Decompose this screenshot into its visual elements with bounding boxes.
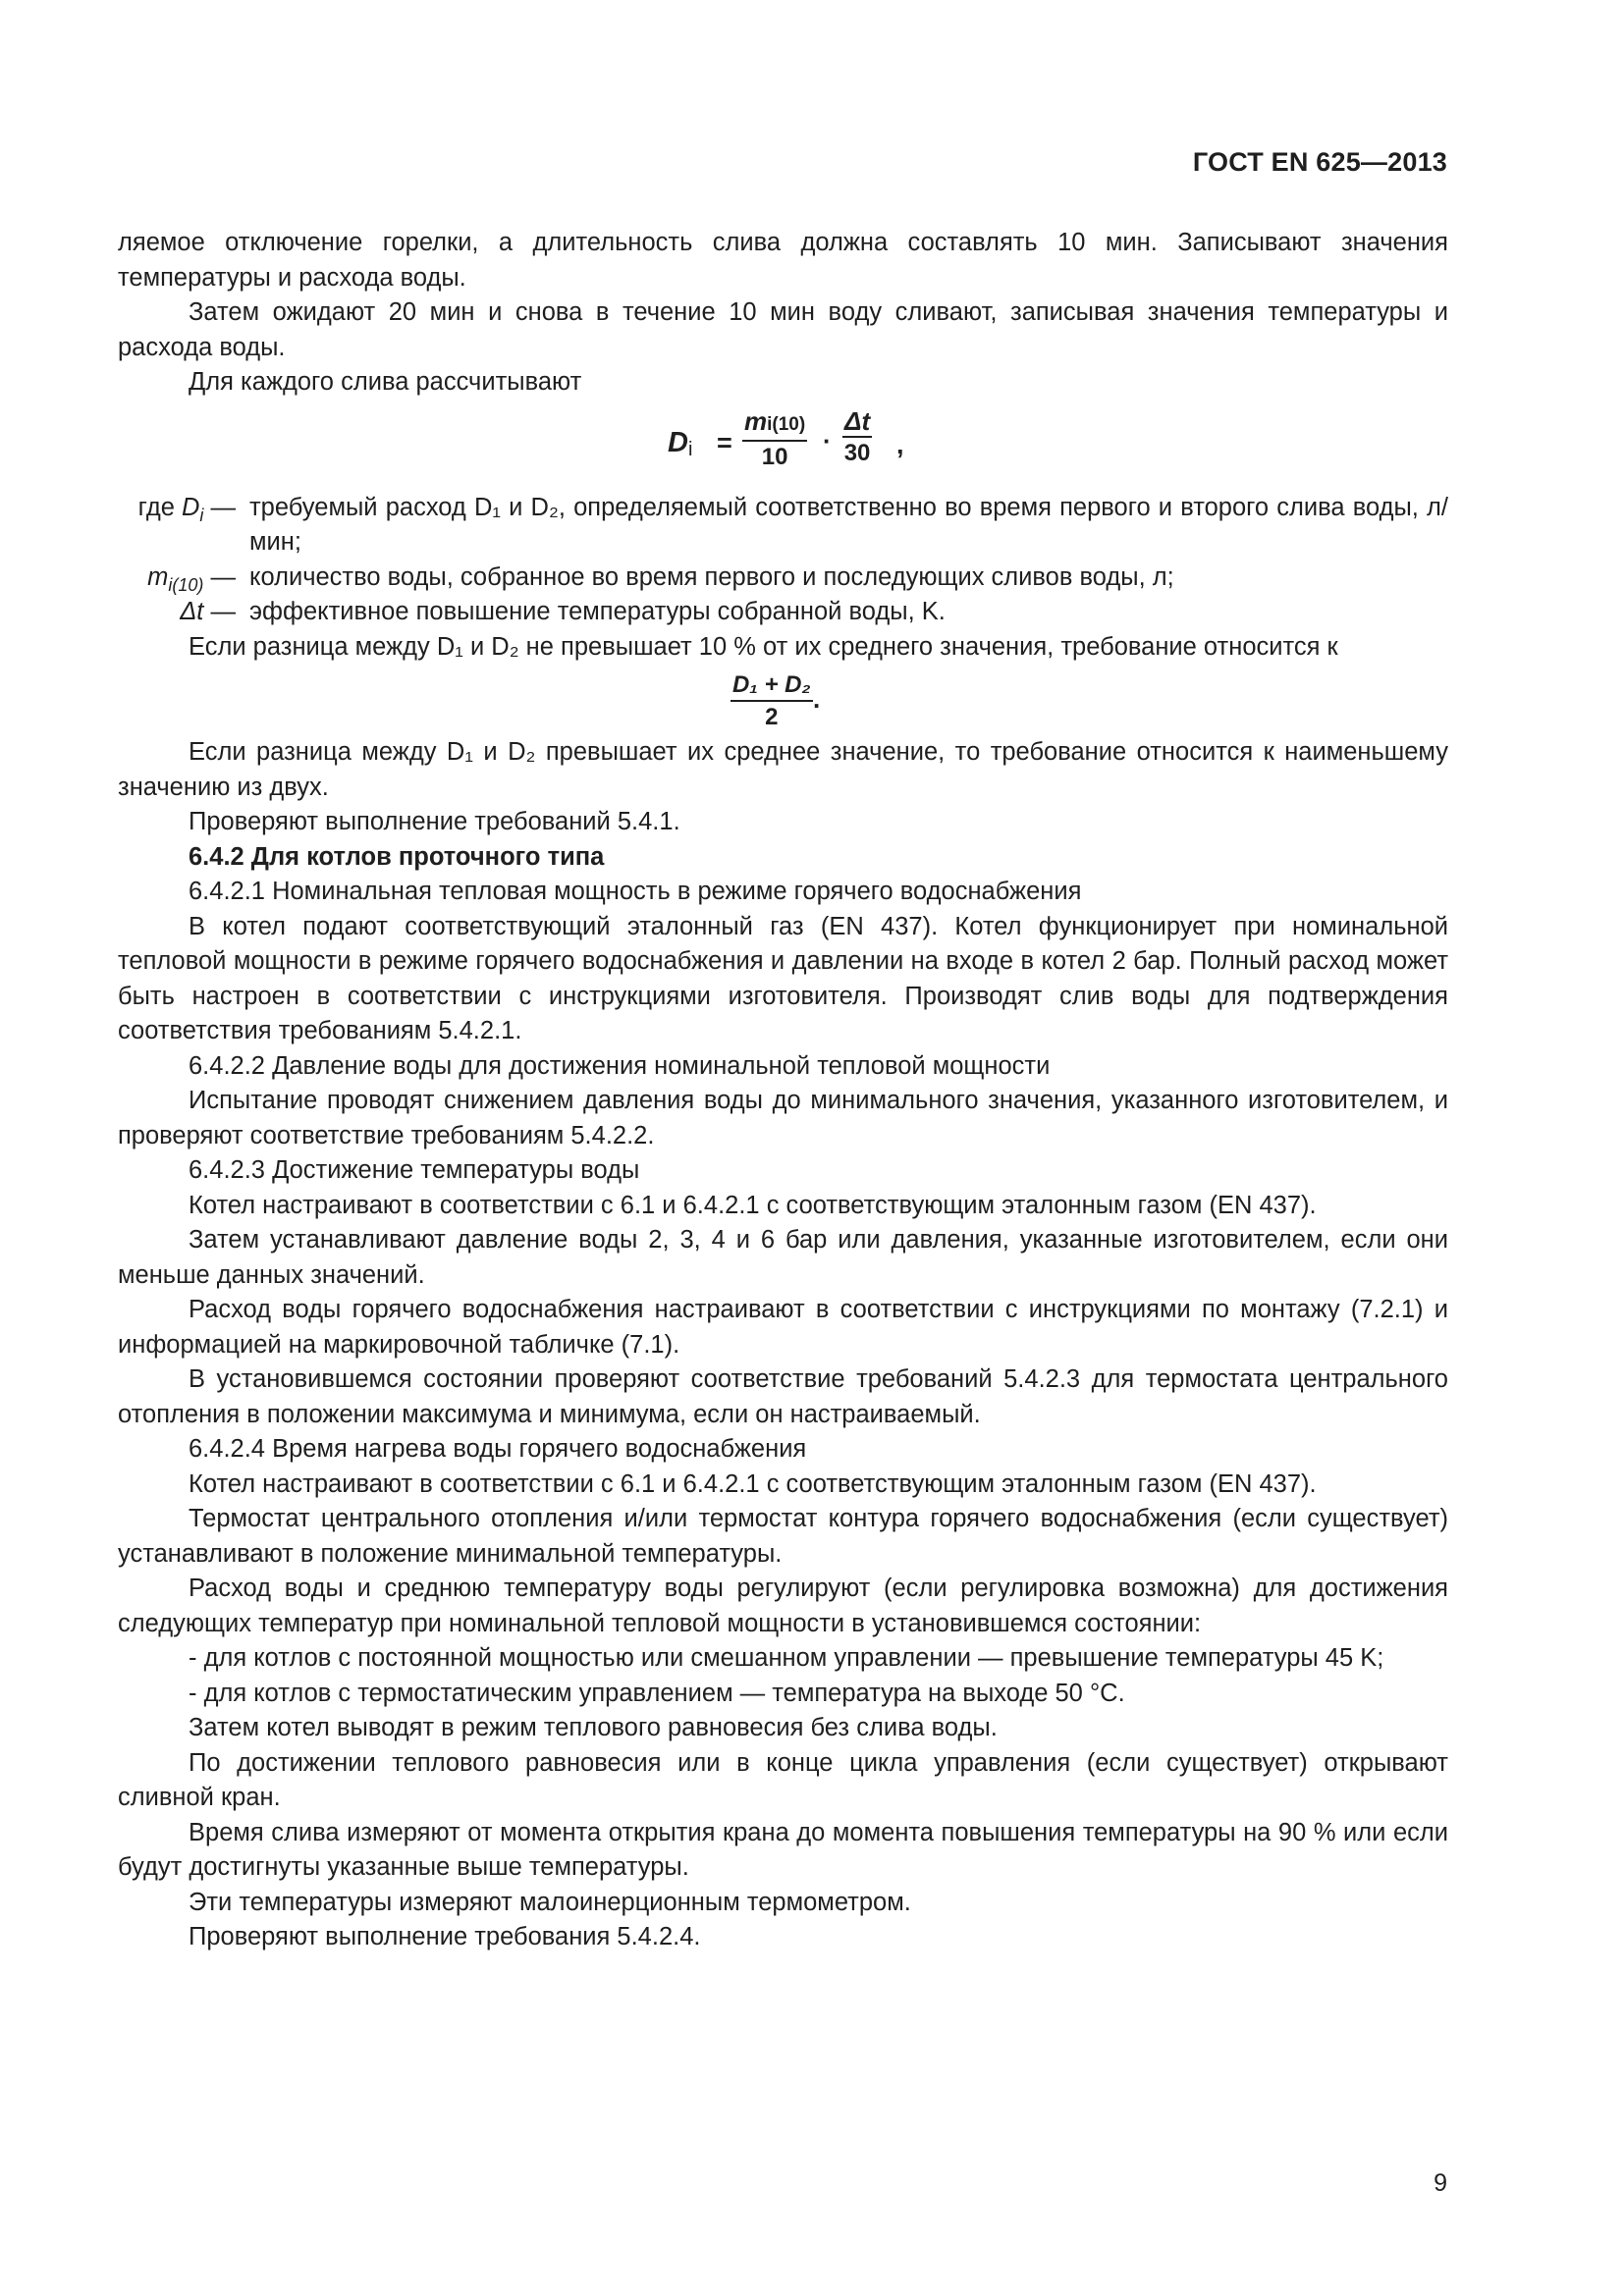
formula-mean: $\frac{\text{D₁ + D₂}}{2}$ . — [118, 665, 1448, 735]
paragraph: Термостат центрального отопления и/или термостат контура горячего водоснабжения (если существует) устанавливают в положение минимальной температуры. — [118, 1505, 1448, 1568]
list-item: - для котлов с термостатическим управлением — температура на выходе 50 °C. — [189, 1679, 1125, 1707]
fraction-temperature: $\frac{\Delta t}{30}$ — [843, 405, 871, 466]
fraction-mass: $\frac{mi(10)}{10}$ — [744, 405, 806, 470]
definition-item: Δt — эффективное повышение температуры собранной воды, K. — [180, 598, 946, 625]
formula-lhs: $D_i$ — [668, 426, 693, 460]
subsection-heading: 6.4.2.1 Номинальная тепловая мощность в режиме горячего водоснабжения — [189, 878, 1082, 905]
formula-equals: = — [717, 427, 732, 457]
subsection-heading: 6.4.2.2 Давление воды для достижения номинальной тепловой мощности — [189, 1051, 1051, 1080]
paragraph: Проверяют выполнение требования 5.4.2.4. — [189, 1923, 701, 1950]
fraction-mean: $\frac{\text{D₁ + D₂}}{2}$ — [732, 671, 811, 730]
paragraph: Затем ожидают 20 мин и снова в течение 10 мин воду сливают, записывая значения температуры и расхода воды. — [118, 298, 1448, 361]
paragraph: Время слива измеряют от момента открытия крана до момента повышения температуры на 90 % или если будут достигнуты указанные выше температуры. — [118, 1818, 1448, 1881]
section-heading: 6.4.2 Для котлов проточного типа — [189, 842, 605, 871]
paragraph: Расход воды горячего водоснабжения настраивают в соответствии с инструкциями по монтажу (7.2.1) и информацией на маркировочной табличке (7.1). — [118, 1296, 1448, 1359]
paragraph: Затем устанавливают давление воды 2, 3, 4 и 6 бар или давления, указанные изготовителем, если они меньше данных значений. — [118, 1226, 1448, 1289]
paragraph: Котел настраивают в соответствии с 6.1 и 6.4.2.1 с соответствующим эталонным газом (EN 437). — [189, 1469, 1317, 1498]
paragraph: Если разница между D₁ и D₂ не превышает 10 % от их среднего значения, требование относится к — [189, 632, 1338, 661]
paragraph: Если разница между D₁ и D₂ превышает их среднее значение, то требование относится к наименьшему значению из двух. — [118, 738, 1448, 801]
definition-item: $m_{i(10)}$ — количество воды, собранное во время первого и последующих сливов воды, л; — [147, 562, 1174, 595]
definition-item: где $D_i$ — требуемый расход D₁ и D₂, определяемый соответственно во время первого и второго слива воды, л/мин; — [137, 493, 1448, 556]
formula-multiply: · — [823, 425, 832, 455]
page-number: 9 — [1434, 2169, 1447, 2197]
paragraph: В котел подают соответствующий эталонный газ (EN 437). Котел функционирует при номинальной тепловой мощности в режиме горячего водоснабжения и давлении на входе в котел 2 бар. Полный расход может быть настроен в соответствии с инструкциями изготовителя. Производят слив воды для подтверждения соответствия требованиям 5.4.2.1. — [118, 912, 1448, 1044]
paragraph: Расход воды и среднюю температуру воды регулируют (если регулировка возможна) для достижения следующих температур при номинальной тепловой мощности в установившемся состоянии: — [118, 1575, 1448, 1637]
paragraph: Для каждого слива рассчитывают — [189, 368, 582, 396]
formula-drain-rate: $D_i$ = $\frac{mi(10)}{10}$ · $\frac{\Delta t}{30}$ , — [118, 400, 1448, 491]
paragraph: Котел настраивают в соответствии с 6.1 и 6.4.2.1 с соответствующим эталонным газом (EN 437). — [189, 1191, 1317, 1219]
subsection-heading: 6.4.2.3 Достижение температуры воды — [189, 1156, 640, 1184]
paragraph: В установившемся состоянии проверяют соответствие требований 5.4.2.3 для термостата центрального отопления в положении максимума и минимума, если он настраиваемый. — [118, 1365, 1448, 1428]
paragraph: Эти температуры измеряют малоинерционным термометром. — [189, 1888, 911, 1916]
document-body — [118, 226, 1448, 1955]
standard-header: ГОСТ EN 625—2013 — [1192, 147, 1447, 177]
subsection-heading: 6.4.2.4 Время нагрева воды горячего водоснабжения — [189, 1435, 807, 1463]
paragraph: Испытание проводят снижением давления воды до минимального значения, указанного изготовителем, и проверяют соответствие требованиям 5.4.2.2. — [118, 1087, 1448, 1149]
list-item: - для котлов с постоянной мощностью или смешанном управлении — превышение температуры 45 K; — [189, 1644, 1384, 1672]
paragraph: ляемое отключение горелки, а длительность слива должна составлять 10 мин. Записывают значения температуры и расхода воды. — [118, 229, 1448, 292]
paragraph: Затем котел выводят в режим теплового равновесия без слива воды. — [189, 1714, 998, 1741]
paragraph: По достижении теплового равновесия или в конце цикла управления (если существует) открывают сливной кран. — [118, 1748, 1448, 1811]
paragraph: Проверяют выполнение требований 5.4.1. — [189, 808, 680, 835]
variable-definitions — [118, 491, 1448, 630]
